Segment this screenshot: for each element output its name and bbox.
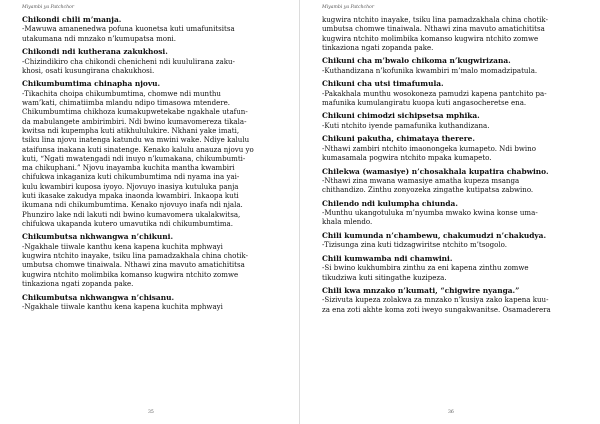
proverb-explanation: [322, 66, 580, 75]
proverb-title: Chikuni cha m’bwalo chikoma n’kugwirizana.: [322, 56, 511, 66]
text-line: kuti ikasake zakudya mpaka inaonda kwambiri. Inkaopa kuti: [22, 191, 239, 201]
proverb-explanation: [322, 240, 580, 249]
text-line: da mabulangete ambirimbiri. Ndi bwino kumavomereza tikala-: [22, 116, 247, 126]
proverb-explanation: [322, 121, 580, 130]
text-line: -Mawuwa amanenedwa pofuna kuonetsa kuti umafunitsitsa: [22, 24, 235, 34]
text-line: -Nthawi zambiri ntchito imaonongeka kumapeto. Ndi bwino: [322, 143, 536, 153]
proverb-entry: [22, 47, 280, 75]
proverb-entry: [22, 15, 280, 43]
proverb-entry: [322, 56, 580, 75]
page-number: 36: [448, 410, 454, 415]
text-line: tikudziwa kuti sitingathe kuzipeza.: [322, 272, 447, 282]
text-line: mafunika kumulangiratu kuopa kuti angasocheretse ena.: [322, 97, 527, 107]
text-line: -Nthawi zina mwana wamasiye amatha kupeza msanga: [322, 175, 520, 185]
page-number: 35: [148, 410, 154, 415]
text-line: ataifunsa inakana kuti sinatenge. Kenako kalulu anauza njovu yo: [22, 144, 254, 154]
page-content: [322, 15, 580, 318]
proverb-entry: [322, 79, 580, 107]
text-line: kugwira ntchito inayake, tsiku lina pamadzakhala china chotik-: [322, 15, 548, 24]
proverb-title: Chikondi ndi kutherana zakukhosi.: [22, 47, 168, 57]
text-line: za ena zoti akhte koma zoti iweyo sungakwanitse. Osamaderera: [322, 304, 551, 314]
proverb-explanation: [22, 242, 280, 288]
text-line: -Kuti ntchito iyende pamafunika kuthandizana.: [322, 120, 490, 130]
proverb-entry: [322, 167, 580, 195]
proverb-entry: [22, 79, 280, 228]
text-line: ma chikuphani.” Njovu inayamba kuchita mantha kwambiri: [22, 163, 235, 173]
page-content: [22, 15, 280, 315]
running-head: Miyambi ya Patchchor: [22, 5, 75, 10]
proverb-title: Chikumbumtima chinapha njovu.: [22, 79, 161, 89]
text-line: kuti, “Ngati mwatengadi ndi inuyo n’kumakana, chikumbumti-: [22, 153, 246, 163]
proverb-explanation: [322, 89, 580, 108]
proverb-entry-continued: [322, 15, 580, 52]
proverb-entry: [22, 232, 280, 288]
proverb-explanation: [22, 302, 280, 311]
proverb-explanation: [22, 89, 280, 228]
text-line: kwitsa ndi kupempha kuti atikhululukire. Nkhani yake imati,: [22, 125, 240, 135]
text-line: umbutsa chomwe tinaiwala. Nthawi zina mavuto amatichititsa: [22, 260, 245, 270]
proverb-title: Chikumbutsa nkhwangwa n’chisanu.: [22, 292, 175, 302]
text-line: chifukwa ukapanda kutero umavutika ndi chikumbumtima.: [22, 218, 233, 228]
proverb-explanation: [22, 57, 280, 76]
text-line: tinkaziona ngati zopanda pake.: [322, 42, 434, 52]
text-line: umbutsa chomwe tinaiwala. Nthawi zina mavuto amatichititsa: [322, 24, 545, 34]
proverb-title: Chili kumwamba ndi chamwini.: [322, 253, 453, 263]
proverb-title: Chikumbutsa nkhwangwa n’chikuni.: [22, 232, 174, 242]
text-line: -Chizindikiro cha chikondi chenicheni ndi kuululirana zaku-: [22, 56, 235, 66]
proverb-entry: [22, 293, 280, 312]
proverb-title: Chili kumunda n’chambewu, chakumudzi n’chakudya.: [322, 230, 547, 240]
proverb-entry: [322, 254, 580, 282]
proverb-title: Chikuni chimodzi sichipsetsa mphika.: [322, 111, 480, 121]
running-head: Miyambi ya Patchchor: [322, 5, 375, 10]
proverb-title: Chikondi chili m’manja.: [22, 15, 122, 24]
text-line: kugwira ntchito inayake, tsiku lina pamadzakhala china chotik-: [22, 251, 248, 261]
proverb-explanation: [322, 15, 580, 52]
text-line: chifukwa inkaganiza kuti chikumbumtima ndi nyama ina yai-: [22, 172, 240, 182]
text-line: khala mlendo.: [322, 217, 373, 227]
proverb-explanation: [322, 176, 580, 195]
text-line: -Ngakhale tiiwale kanthu kena kapena kuchita mphwayi: [22, 241, 223, 251]
proverb-title: Chikuni pakutha, chimataya therere.: [322, 134, 475, 144]
proverb-explanation: [322, 295, 580, 314]
text-line: chithandizo. Zinthu zonyozeka zingathe kutipatsa zabwino.: [322, 185, 534, 195]
text-line: -Munthu ukangotuluka m’nyumba mwako kwina konse uma-: [322, 208, 538, 218]
text-line: tsiku lina njovu inatenga katundu wa mwini wake. Ndiye kalulu: [22, 135, 250, 145]
proverb-explanation: [322, 144, 580, 163]
text-line: -Sizivuta kupeza zolakwa za mnzako n’kusiya zako kapena kuu-: [322, 295, 549, 305]
text-line: -Tikachita choipa chikumbumtima, chomwe ndi munthu: [22, 88, 221, 98]
proverb-entry: [322, 111, 580, 130]
proverb-entry: [322, 231, 580, 250]
text-line: ikumana ndi chikumbumtima. Kenako njovuyo inafa ndi njala.: [22, 200, 243, 210]
proverb-explanation: [22, 24, 280, 43]
text-line: kumasamala pogwira ntchito mpaka kumapeto.: [322, 153, 492, 163]
text-line: kulu kwambiri kuposa iyoyo. Njovuyo inasiya kutuluka panja: [22, 181, 239, 191]
text-line: khosi, osati kusungirana chakukhosi.: [22, 65, 155, 75]
proverb-explanation: [322, 263, 580, 282]
text-line: -Tizisunga zina kuti tidzagwiritse ntchito m’tsogolo.: [322, 240, 507, 250]
text-line: -Pakakhala munthu wosokoneza pamudzi kapena pantchito pa-: [322, 88, 547, 98]
right-page: [300, 0, 600, 424]
text-line: kugwira ntchito molimbika komanso kugwira ntchito zomwe: [22, 269, 239, 279]
proverb-entry: [322, 286, 580, 314]
text-line: -Kuthandizana n’kofunika kwambiri m’malo momadzipatula.: [322, 65, 538, 75]
text-line: Phunziro lake ndi lakuti ndi bwino kumavomera ukalakwitsa,: [22, 209, 241, 219]
proverb-title: Chikuni cha utsi timafumula.: [322, 79, 444, 89]
proverb-explanation: [322, 208, 580, 227]
proverb-title: Chilekwa (wamasiye) n’chosakhala kupatira chabwino.: [322, 166, 549, 176]
proverb-title: Chili kwa mnzako n’kumati, “chigwire nyanga.”: [322, 285, 520, 295]
text-line: utakumana ndi mnzako n’kumupatsa moni.: [22, 33, 177, 43]
proverb-entry: [322, 134, 580, 162]
text-line: kugwira ntchito molimbika komanso kugwira ntchito zomwe: [322, 33, 539, 43]
text-line: Chikumbumtima chikhoza kumakupwetekabe ngakhale utafun-: [22, 107, 248, 117]
text-line: wam’kati, chimatiimba mlandu ndipo timasowa mtendere.: [22, 98, 231, 108]
text-line: -Si bwino kukhumbira zinthu za eni kapena zinthu zomwe: [322, 263, 529, 273]
text-line: -Ngakhale tiiwale kanthu kena kapena kuchita mphwayi: [22, 301, 223, 311]
text-line: tinkaziona ngati zopanda pake.: [22, 279, 134, 289]
proverb-title: Chilendo ndi kulumpha chiunda.: [322, 198, 458, 208]
proverb-entry: [322, 199, 580, 227]
